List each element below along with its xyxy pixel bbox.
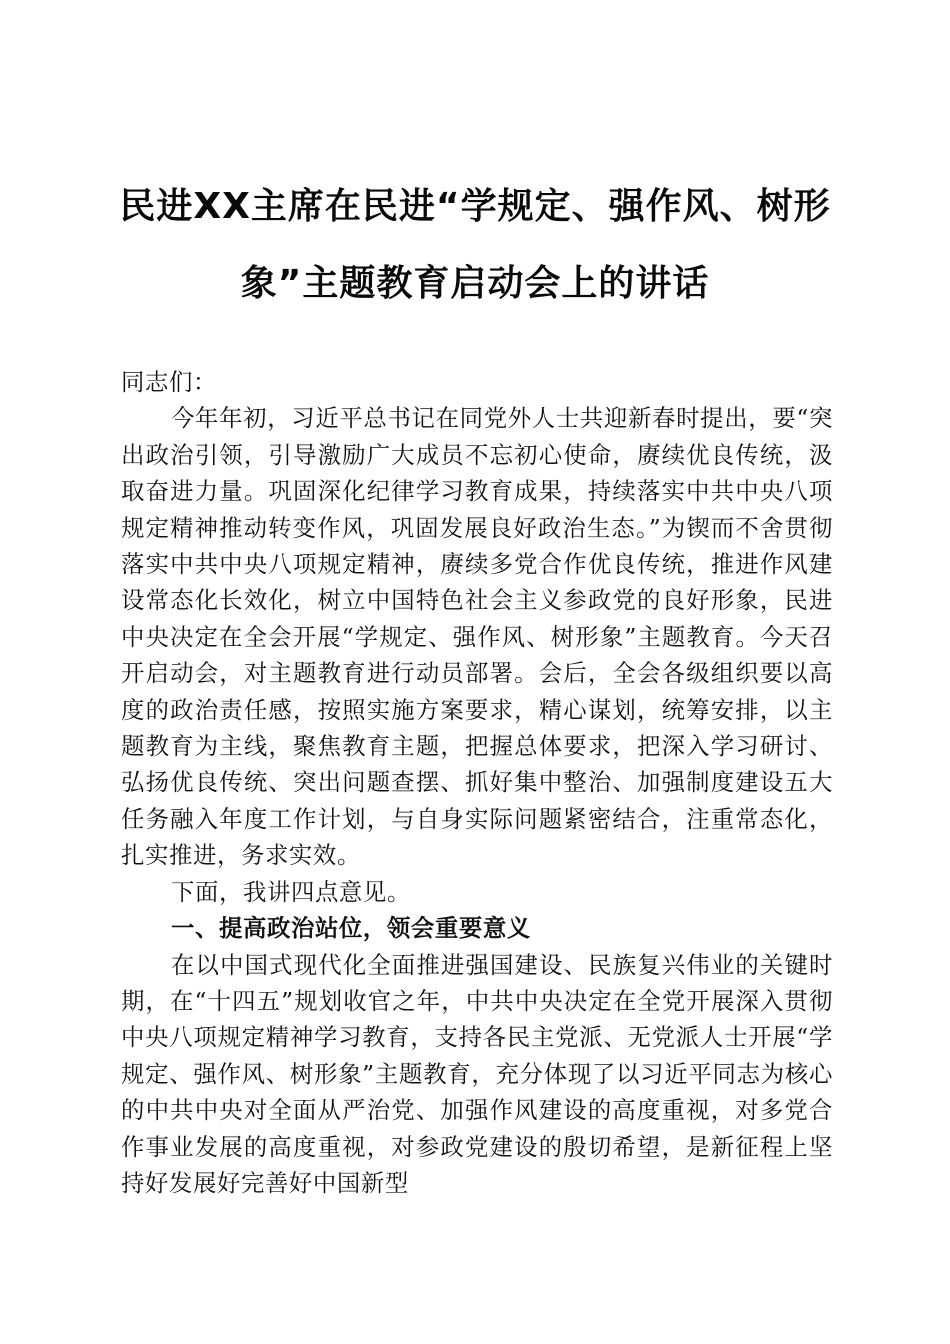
paragraph-intro: 今年年初，习近平总书记在同党外人士共迎新春时提出，要“突出政治引领，引导激励广大成员不忘初心使命，赓续优良传统，汲取奋进力量。巩固深化纪律学习教育成果，持续落实中共中央八项规定精神推动转变作风，巩固发展良好政治生态。”为锲而不舍贯彻落实中共中央八项规定精神，赓续多党合作优良传统，推进作风建设常态化长效化，树立中国特色社会主义参政党的良好形象，民进中央决定在全会开展“学规定、强作风、树形象”主题教育。今天召开启动会，对主题教育进行动员部署。会后，全会各级组织要以高度的政治责任感，按照实施方案要求，精心谋划，统筹安排，以主题教育为主线，聚焦教育主题，把握总体要求，把深入学习研讨、弘扬优良传统、突出问题查摆、抓好集中整治、加强制度建设五大任务融入年度工作计划，与自身实际问题紧密结合，注重常态化，扎实推进，务求实效。 (121, 404, 833, 870)
paragraph-transition: 下面，我讲四点意见。 (171, 877, 411, 906)
document-title (100, 168, 850, 322)
section-1-heading: 一、提高政治站位，领会重要意义 (171, 914, 531, 943)
section-1-paragraph: 在以中国式现代化全面推进强国建设、民族复兴伟业的关键时期，在“十四五”规划收官之年，中共中央决定在全党开展深入贯彻中央八项规定精神学习教育，支持各民主党派、无党派人士开展“学规定、强作风、树形象”主题教育，充分体现了以习近平同志为核心的中共中央对全面从严治党、加强作风建设的高度重视，对多党合作事业发展的高度重视，对参政党建设的殷切希望，是新征程上坚持好发展好完善好中国新型 (121, 950, 833, 1197)
salutation: 同志们： (121, 368, 217, 396)
document-body (121, 364, 833, 1201)
title-line-1: 民进XX主席在民进“学规定、强作风、树形 (119, 186, 831, 227)
title-line-2: 象”主题教育启动会上的讲话 (240, 263, 710, 304)
